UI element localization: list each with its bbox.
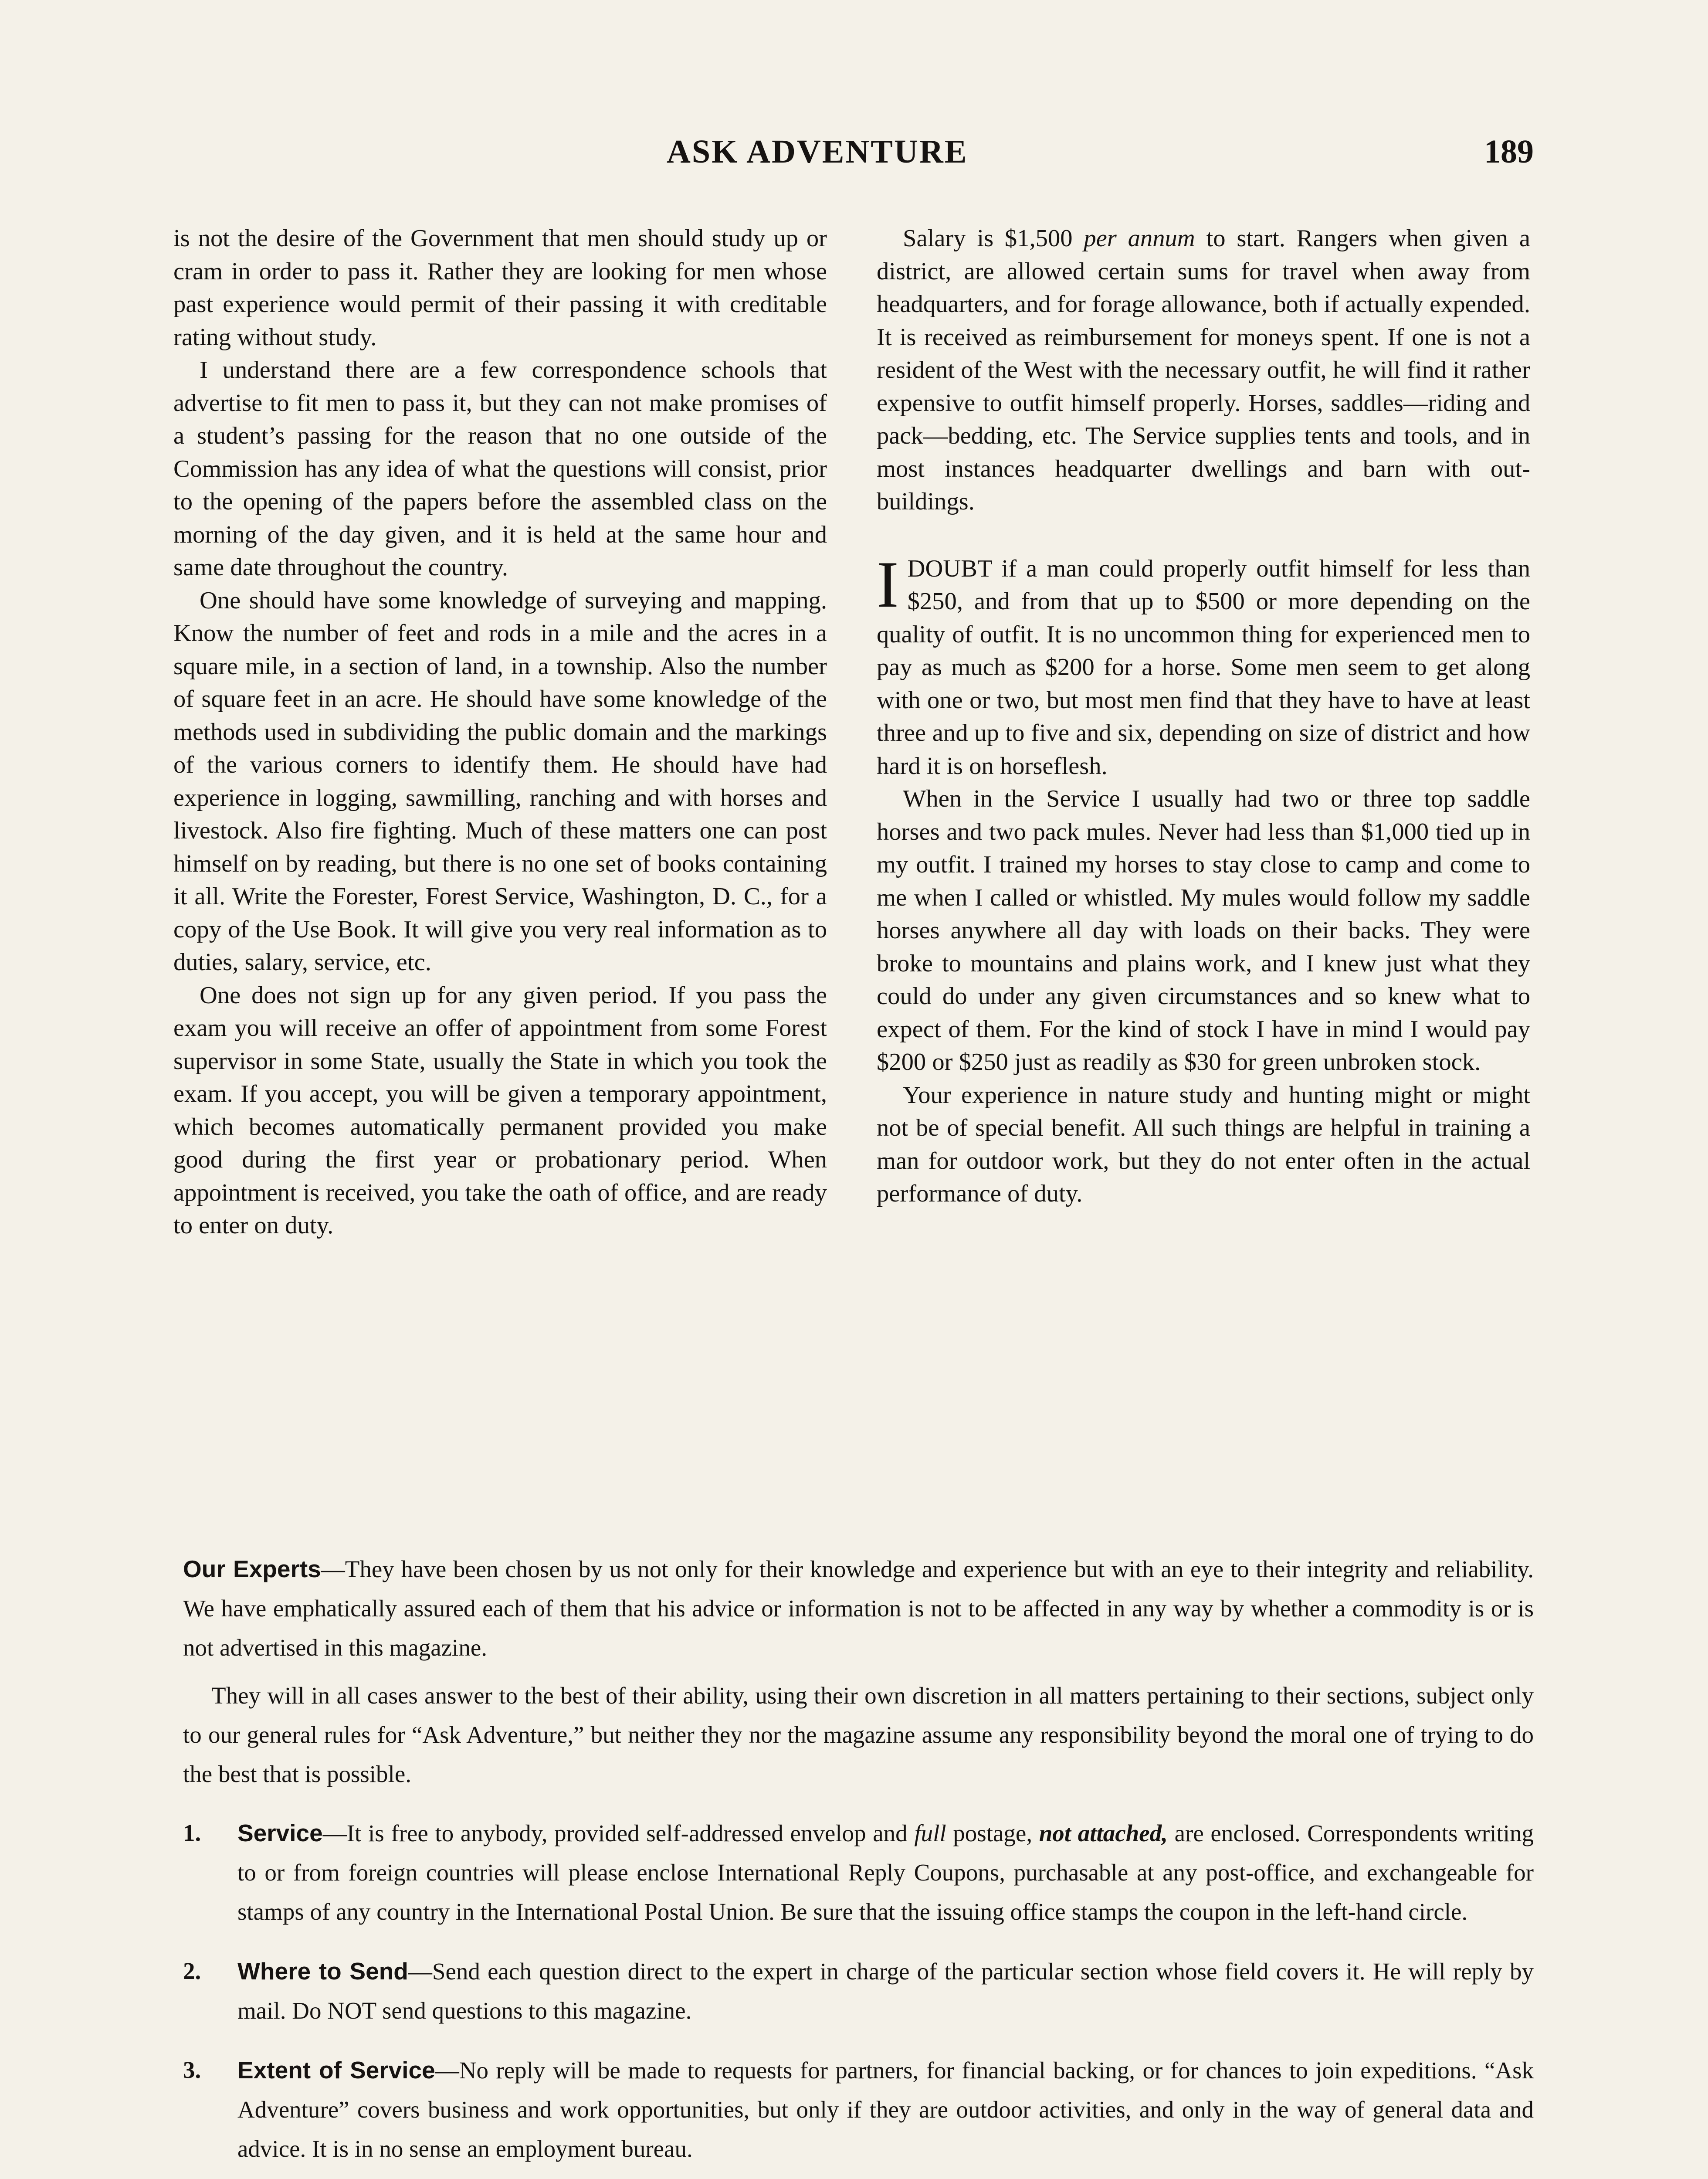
per-annum-italic: per annum: [1084, 225, 1195, 252]
right-paragraph-4: Your experience in nature study and hunting might or might not be of special benefit. All such things are helpful in training a man for outdoor work, but they do not enter often in the actual performance of duty.: [877, 1081, 1530, 1207]
drop-cap: I: [877, 547, 899, 621]
rule-text-italic: full: [914, 1820, 946, 1846]
rule-item-extent-of-service: [183, 2050, 1534, 2169]
experts-text: —They have been chosen by us not only for their knowledge and experience but with an eye to their integrity and reliability. We have emphatically assured each of them that his advice or information is not to be affected in any way by whether a commodity is or is not advertised in this magazine.: [183, 1556, 1534, 1661]
rule-number: 1.: [183, 1819, 201, 1846]
left-paragraph-1: is not the desire of the Government that men should study up or cram in order to pass it. Rather they are looking for men whose past experience would permit of their passing it with creditable rating without study.: [173, 225, 827, 351]
left-column: [173, 222, 827, 1242]
rule-text: are enclosed. Correspondents writing to or from foreign countries will please enclose International Reply Coupons, purchasable at any post-office, and exchangeable for stamps of any country in the International Postal Union. Be sure that the issuing office stamps the coupon in the left-hand circle.: [237, 1820, 1534, 1925]
section-gap: [877, 519, 1530, 553]
rule-text: —It is free to anybody, provided self-addressed envelop and: [322, 1820, 915, 1846]
salary-text-start: Salary is $1,500: [903, 225, 1084, 252]
experts-paragraph-2: They will in all cases answer to the best of their ability, using their own discretion in all matters pertaining to their sections, subject only to our general rules for “Ask Adventure,” but neither they nor the magazine assume any responsibility beyond the moral one of trying to do the best that is possible.: [183, 1682, 1534, 1787]
right-column: [877, 222, 1530, 1211]
left-paragraph-4: One does not sign up for any given period. If you pass the exam you will receive an offer of appointment from some Forest supervisor in some State, usually the State in which you took the exam. If you accept, you will be given a temporary appointment, which becomes automatically permanent provided you make good during the first year or probationary period. When appointment is received, you take the oath of office, and are ready to enter on duty.: [173, 981, 827, 1239]
rule-number: 3.: [183, 2057, 201, 2083]
rule-list: [183, 1813, 1534, 2179]
right-paragraph-2-text: DOUBT if a man could properly outfit himself for less than $250, and from that up to $500 or more depending on the quality of outfit. It is no uncommon thing for experienced men to pay as much as $200 for a horse. Some men seem to get along with one or two, but most men find that they have to have at least three and up to five and six, depending on size of district and how hard it is on horseflesh.: [877, 555, 1530, 780]
rule-heading: Where to Send: [237, 1958, 408, 1985]
experts-heading: Our Experts: [183, 1555, 321, 1582]
rule-text: postage,: [946, 1820, 1039, 1846]
running-title: ASK ADVENTURE: [667, 133, 968, 170]
rules-section: [183, 1549, 1534, 2179]
rule-text-italic: not attached,: [1039, 1820, 1168, 1846]
rule-heading: Extent of Service: [237, 2057, 435, 2084]
experts-paragraph: [183, 1549, 1534, 1667]
rule-text: —Send each question direct to the expert in charge of the particular section whose field covers it. He will reply by mail. Do NOT send questions to this magazine.: [237, 1958, 1534, 2024]
rule-text: —No reply will be made to requests for partners, for financial backing, or for chances to join expeditions. “Ask Adventure” covers business and work opportunities, but only if they are outdoor activities, and only in the way of general data and advice. It is in no sense an employment bureau.: [237, 2057, 1534, 2162]
left-paragraph-2: I understand there are a few correspondence schools that advertise to fit men to pass it, but they can not make promises of a student’s passing for the reason that no one outside of the Commission has any idea of what the questions will consist, prior to the opening of the papers before the assembled class on the morning of the day given, and it is held at the same hour and same date throughout the country.: [173, 356, 827, 581]
left-paragraph-3: One should have some knowledge of surveying and mapping. Know the number of feet and rods in a mile and the acres in a square mile, in a section of land, in a township. Also the number of square feet in an acre. He should have some knowledge of the methods used in subdividing the public domain and the markings of the various corners to identify them. He should have had experience in logging, sawmilling, ranching and with horses and livestock. Also fire fighting. Much of these matters one can post himself on by reading, but there is no one set of books containing it all. Write the Forester, Forest Service, Washington, D. C., for a copy of the Use Book. It will give you very real information as to duties, salary, service, etc.: [173, 587, 827, 976]
right-paragraph-1: [877, 222, 1530, 519]
page-number: 189: [1484, 133, 1534, 170]
right-paragraph-3: When in the Service I usually had two or three top saddle horses and two pack mules. Never had less than $1,000 tied up in my outfit. I trained my horses to stay close to camp and come to me when I called or whistled. My mules would follow my saddle horses anywhere all day with loads on their backs. They were broke to mountains and plains work, and I knew just what they could do under any given circumstances and so knew what to expect of them. For the kind of stock I have in mind I would pay $200 or $250 just as readily as $30 for green unbroken stock.: [877, 785, 1530, 1076]
rule-item-where-to-send: [183, 1952, 1534, 2030]
rule-number: 2.: [183, 1958, 201, 1984]
right-paragraph-2: [877, 547, 1530, 783]
rule-heading: Service: [237, 1819, 323, 1846]
salary-text-rest: to start. Rangers when given a district, are allowed certain sums for travel when away from headquarters, and for forage allowance, both if actually expended. It is received as reimbursement for moneys spent. If one is not a resident of the West with the necessary outfit, he will find it rather expensive to outfit himself properly. Horses, saddles—riding and pack—bedding, etc. The Service supplies tents and tools, and in most instances headquarter dwellings and barn with out-buildings.: [877, 225, 1530, 515]
rule-item-service: [183, 1813, 1534, 1931]
